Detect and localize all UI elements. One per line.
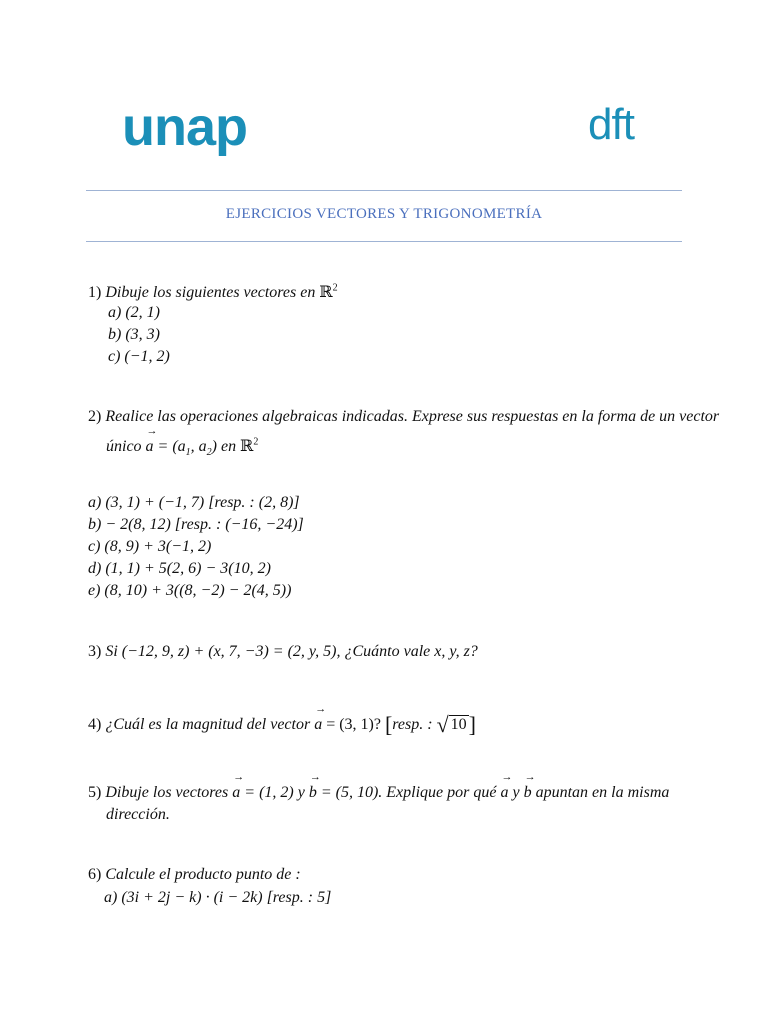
q5-statement-line2: dirección. [106,806,170,823]
top-divider [86,190,682,191]
q4-value: = (3, 1)? [322,716,381,733]
q5-b-value: = (5, 10). Explique por qué [316,784,497,801]
q2-item-a: a) (3, 1) + (−1, 7) [resp. : (2, 8)] [88,494,300,511]
q5-vector-a-ref: → a [500,771,513,801]
q2-item-c: c) (8, 9) + 3(−1, 2) [88,538,212,555]
q4-left-bracket: [ [384,712,393,737]
vector-arrow-icon: → [501,771,513,783]
q5-statement-line1 [88,771,670,802]
q2-number: 2) [88,408,102,425]
q2-en: ) en [211,438,237,455]
q1-exponent: 2 [332,282,338,294]
document-title: EJERCICIOS VECTORES Y TRIGONOMETRÍA [225,206,543,222]
q4-resp-label: resp. : [392,716,433,733]
q6-number: 6) [88,866,102,883]
q2-statement-line1 [88,408,719,426]
q2-sub1: 1 [185,447,191,459]
q2-eq: = (a [153,438,186,455]
q2-word-unico: único [106,438,142,455]
q3-number: 3) [88,643,102,660]
q2-vector-a: → a [145,425,158,455]
q4-text: ¿Cuál es la magnitud del vector [105,716,311,733]
q1-item-a: a) (2, 1) [108,304,160,321]
q2-item-e: e) (8, 10) + 3((8, −2) − 2(4, 5)) [88,582,292,599]
q1-item-c: c) (−1, 2) [108,348,170,365]
q2-exponent: 2 [253,436,259,448]
q5-vector-a: → a [232,771,245,801]
q6-item-a: a) (3i + 2j − k) · (i − 2k) [resp. : 5] [104,889,332,906]
q4-right-bracket: ] [468,712,476,737]
q2-item-b: b) − 2(8, 12) [resp. : (−16, −24)] [88,516,304,533]
q2-text-line1: Realice las operaciones algebraicas indicadas. Exprese sus respuestas en la forma de un vector [105,408,720,425]
q6-text: Calcule el producto punto de : [105,866,301,883]
vector-arrow-icon: → [146,425,158,437]
q4-number: 4) [88,716,102,733]
dft-logo: dft [588,100,634,149]
q5-end: apuntan en la misma [531,784,670,801]
q1-statement [88,282,338,302]
vector-arrow-icon: → [309,771,321,783]
q2-comma: , a [190,438,207,455]
q2-item-d: d) (1, 1) + 5(2, 6) − 3(10, 2) [88,560,271,577]
q1-item-b: b) (3, 3) [108,326,160,343]
q5-a-value: = (1, 2) y [240,784,305,801]
q4-statement [88,703,476,738]
q5-vector-b: → b [308,771,321,801]
q5-vector-b-ref: → b [523,771,536,801]
q1-space: ℝ [319,284,333,301]
q2-statement-line2 [106,425,259,459]
vector-arrow-icon: → [233,771,245,783]
vector-arrow-icon: → [315,703,327,715]
q2-space: ℝ [240,438,254,455]
q4-vector-a: → a [314,703,327,733]
q5-text: Dibuje los vectores [105,784,229,801]
vector-arrow-icon: → [524,771,536,783]
sqrt-icon: √ [436,712,449,737]
q3-text: Si (−12, 9, z) + (x, 7, −3) = (2, y, 5), ¿Cuánto vale x, y, z? [105,643,478,660]
unap-logo: unap [122,97,247,157]
q4-radicand: 10 [450,716,467,733]
q6-statement [88,866,301,884]
bottom-divider [86,241,682,242]
q5-mid: y [508,784,524,801]
q1-text: Dibuje los siguientes vectores en [105,284,316,301]
q1-number: 1) [88,284,102,301]
q3-statement [88,643,478,661]
q2-sub2: 2 [206,447,212,459]
q5-number: 5) [88,784,102,801]
